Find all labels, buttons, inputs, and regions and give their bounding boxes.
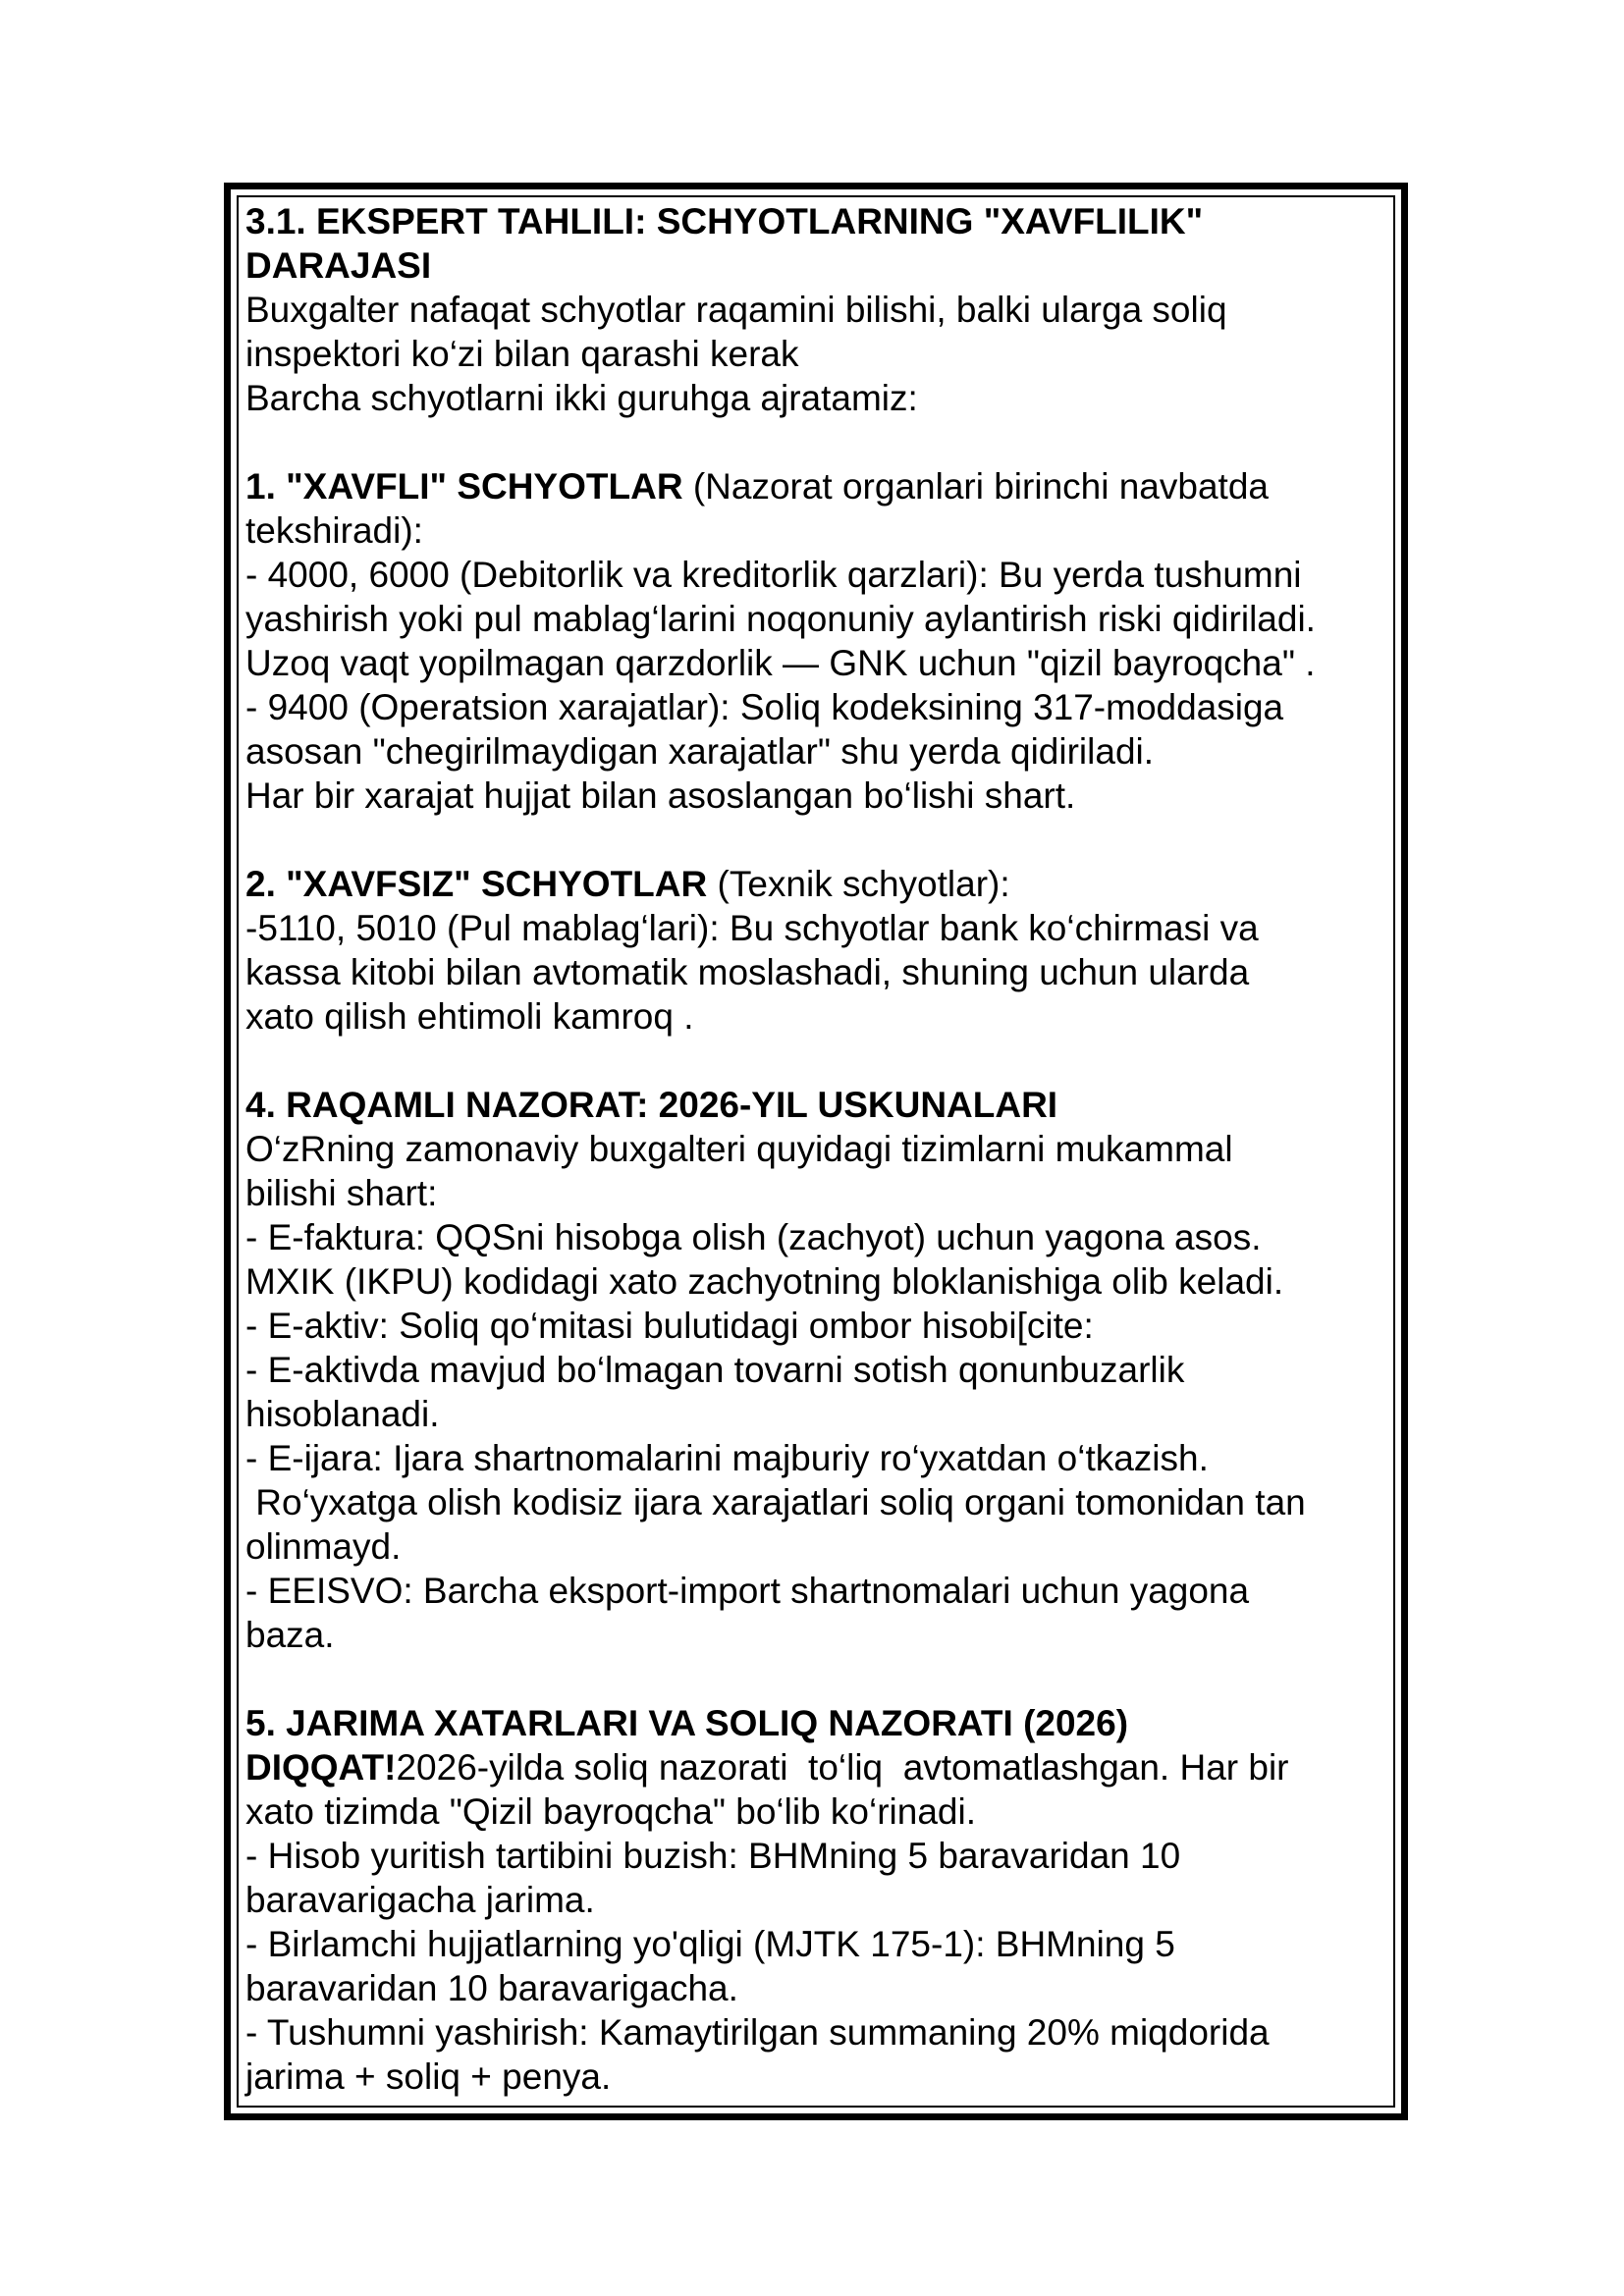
section-1-heading-bold: 1. "XAVFLI" SCHYOTLAR <box>245 466 683 507</box>
paragraph-line: Uzoq vaqt yopilmagan qarzdorlik — GNK uchun "qizil bayroqcha" . <box>245 643 1316 683</box>
paragraph-line: - 4000, 6000 (Debitorlik va kreditorlik qarzlari): Bu yerda tushumni <box>245 555 1302 595</box>
section-4-title: 4. RAQAMLI NAZORAT: 2026-YIL USKUNALARI <box>245 1085 1058 1125</box>
paragraph-line: hisoblanadi. <box>245 1394 440 1434</box>
paragraph-line: asosan "chegirilmaydigan xarajatlar" shu yerda qidiriladi. <box>245 731 1155 772</box>
paragraph-line: - Birlamchi hujjatlarning yo'qligi (MJTK 175-1): BHMning 5 <box>245 1924 1175 1964</box>
paragraph-line: tekshiradi): <box>245 510 423 551</box>
paragraph-line: MXIK (IKPU) kodidagi xato zachyotning bloklanishiga olib keladi. <box>245 1261 1284 1302</box>
paragraph-line: O‘zRning zamonaviy buxgalteri quyidagi tizimlarni mukammal <box>245 1129 1233 1169</box>
section-4-digital-control <box>245 1083 1389 1657</box>
paragraph-line: - 9400 (Operatsion xarajatlar): Soliq kodeksining 317-moddasiga <box>245 687 1284 727</box>
paragraph-line: Har bir xarajat hujjat bilan asoslangan bo‘lishi shart. <box>245 775 1076 816</box>
paragraph-line: baza. <box>245 1615 335 1655</box>
attention-text: 2026-yilda soliq nazorati to‘liq avtomatlashgan. Har bir <box>396 1747 1289 1788</box>
paragraph-line: - E-aktivda mavjud bo‘lmagan tovarni sotish qonunbuzarlik <box>245 1350 1185 1390</box>
paragraph-line: kassa kitobi bilan avtomatik moslashadi, shuning uchun ularda <box>245 952 1250 992</box>
paragraph-line: - Tushumni yashirish: Kamaytirilgan summaning 20% miqdorida <box>245 2012 1270 2053</box>
section-1-dangerous-accounts <box>245 464 1389 818</box>
paragraph-line: baravaridan 10 baravarigacha. <box>245 1968 738 2008</box>
paragraph-line: - E-ijara: Ijara shartnomalarini majburiy ro‘yxatdan o‘tkazish. <box>245 1438 1209 1478</box>
document-body <box>245 199 1389 2099</box>
paragraph-line: baravarigacha jarima. <box>245 1880 595 1920</box>
section-3-1-title-line-1: 3.1. EKSPERT TAHLILI: SCHYOTLARNING "XAVFLILIK" <box>245 201 1204 241</box>
spacer <box>245 420 1389 464</box>
paragraph-line: yashirish yoki pul mablag‘larini noqonuniy aylantirish riski qidiriladi. <box>245 599 1316 639</box>
paragraph-line: - E-aktiv: Soliq qo‘mitasi bulutidagi ombor hisobi[cite: <box>245 1306 1094 1346</box>
spacer <box>245 1039 1389 1083</box>
section-5-title: 5. JARIMA XATARLARI VA SOLIQ NAZORATI (2026) <box>245 1703 1129 1743</box>
paragraph-line: xato tizimda "Qizil bayroqcha" bo‘lib ko‘rinadi. <box>245 1791 976 1832</box>
spacer <box>245 1657 1389 1701</box>
paragraph-line: - Hisob yuritish tartibini buzish: BHMning 5 baravaridan 10 <box>245 1836 1181 1876</box>
section-2-safe-accounts <box>245 862 1389 1039</box>
paragraph-line: bilishi shart: <box>245 1173 438 1213</box>
section-1-heading <box>245 464 1389 508</box>
section-2-heading-rest: (Texnik schyotlar): <box>707 864 1010 904</box>
paragraph-line: olinmayd. <box>245 1526 402 1567</box>
section-2-heading <box>245 862 1389 906</box>
section-3-1-title-line-2: DARAJASI <box>245 245 432 286</box>
paragraph-line: Ro‘yxatga olish kodisiz ijara xarajatlari soliq organi tomonidan tan <box>245 1482 1306 1522</box>
attention-label: DIQQAT! <box>245 1747 397 1788</box>
section-3-1 <box>245 199 1389 420</box>
spacer <box>245 818 1389 862</box>
paragraph-line: jarima + soliq + penya. <box>245 2056 612 2097</box>
paragraph-line: Buxgalter nafaqat schyotlar raqamini bilishi, balki ularga soliq <box>245 290 1227 330</box>
paragraph-line: xato qilish ehtimoli kamroq . <box>245 996 694 1037</box>
paragraph-line: - EEISVO: Barcha eksport-import shartnomalari uchun yagona <box>245 1571 1250 1611</box>
section-2-heading-bold: 2. "XAVFSIZ" SCHYOTLAR <box>245 864 708 904</box>
section-1-heading-rest: (Nazorat organlari birinchi navbatda <box>682 466 1269 507</box>
paragraph-line: inspektori ko‘zi bilan qarashi kerak <box>245 334 799 374</box>
paragraph-line: - E-faktura: QQSni hisobga olish (zachyot) uchun yagona asos. <box>245 1217 1262 1257</box>
section-5-penalty-risks <box>245 1701 1389 2099</box>
paragraph-line: -5110, 5010 (Pul mablag‘lari): Bu schyotlar bank ko‘chirmasi va <box>245 908 1259 948</box>
section-5-attention-line <box>245 1745 1389 1789</box>
paragraph-line: Barcha schyotlarni ikki guruhga ajratamiz: <box>245 378 918 418</box>
